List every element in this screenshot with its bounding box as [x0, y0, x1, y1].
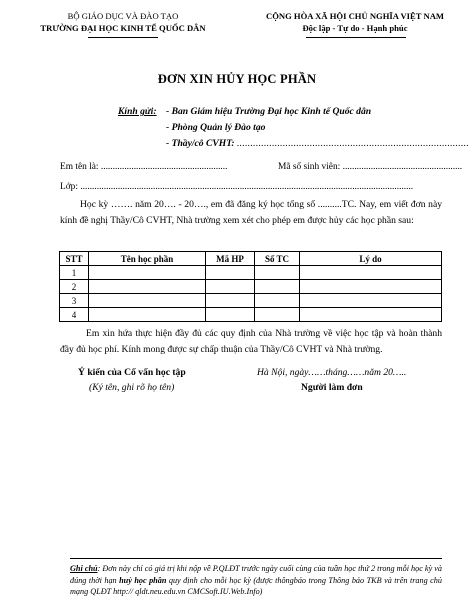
name-field[interactable]: ......................................................	[100, 162, 228, 172]
form-title: ĐƠN XIN HỦY HỌC PHẦN	[157, 72, 317, 86]
table-row	[60, 308, 442, 322]
note-label: Ghi chú	[70, 564, 98, 573]
course-name-cell[interactable]	[89, 308, 206, 322]
row-number: 1	[60, 266, 89, 280]
table-row	[60, 266, 442, 280]
col-credits: Số TC	[255, 252, 300, 266]
name-label: Em tên là:	[60, 162, 99, 172]
reason-cell[interactable]	[300, 266, 442, 280]
note-text: : Đơn này chỉ có giá trị khi nộp về P.QLĐT trước ngày cuối cùng của tuần học thứ 2 trong mỗi học kỳ và đúng thời hạn	[70, 564, 443, 585]
reason-cell[interactable]	[300, 280, 442, 294]
header-right	[242, 10, 468, 34]
class-label: Lớp:	[60, 182, 78, 192]
col-reason: Lý do	[300, 252, 442, 266]
advisor-title: Ý kiến của Cố vấn học tập	[78, 367, 186, 378]
university-name: TRƯỜNG ĐẠI HỌC KINH TẾ QUỐC DÂN	[40, 23, 206, 33]
footer-note	[70, 563, 442, 598]
course-table	[59, 251, 442, 322]
semester-paragraph: Học kỳ ……. năm 20…. - 20…., em đã đăng ký học tổng số ..........TC. Nay, em viết đơn này kính đề nghị Thầy/Cô CVHT, Nhà trường xem xét cho phép em được hủy các học phần sau:	[60, 199, 442, 226]
table-row	[60, 294, 442, 308]
addressee-label: Kính gửi:	[118, 106, 157, 117]
header-left	[8, 10, 238, 34]
class-row	[60, 182, 440, 192]
course-code-cell[interactable]	[206, 266, 255, 280]
course-code-cell[interactable]	[206, 280, 255, 294]
header-left-underline	[88, 37, 158, 38]
course-code-cell[interactable]	[206, 308, 255, 322]
credits-cell[interactable]	[255, 308, 300, 322]
recipient-3: - Thầy/cô CVHT: ......................................................................................	[166, 138, 470, 149]
row-number: 4	[60, 308, 89, 322]
commitment-paragraph: Em xin hứa thực hiện đầy đủ các quy định của Nhà trường về việc học tập và hoàn thành đầy đủ học phí. Kính mong được sự chấp thuận của Thầy/Cô CVHT và Nhà trường.	[60, 328, 442, 355]
student-id-field[interactable]: ...................................................	[342, 162, 463, 172]
reason-cell[interactable]	[300, 294, 442, 308]
date-line: Hà Nội, ngày……tháng……năm 20…..	[257, 367, 407, 378]
col-course-code: Mã HP	[206, 252, 255, 266]
table-header-row	[60, 252, 442, 266]
row-number: 3	[60, 294, 89, 308]
credits-cell[interactable]	[255, 294, 300, 308]
credits-cell[interactable]	[255, 266, 300, 280]
student-id-row	[278, 162, 462, 172]
row-number: 2	[60, 280, 89, 294]
motto: Độc lập - Tự do - Hạnh phúc	[302, 23, 408, 33]
advisor-name-dots[interactable]: ......................................................................................	[236, 138, 470, 149]
reason-cell[interactable]	[300, 308, 442, 322]
course-name-cell[interactable]	[89, 280, 206, 294]
header-right-underline	[306, 37, 406, 38]
country-name: CỘNG HÒA XÃ HỘI CHỦ NGHĨA VIỆT NAM	[265, 11, 445, 21]
col-course-name: Tên học phần	[89, 252, 206, 266]
note-bold-text: huỷ học phần	[119, 575, 167, 585]
course-name-cell[interactable]	[89, 266, 206, 280]
note-text-end: quy định cho mỗi học kỳ (được thôngbáo trong Thông báo TKB và trên trang chủ mạng QLĐT http:// qldt.neu.edu.vn CMCSoft.IU.Web.Info)	[70, 575, 442, 596]
advisor-note: (Ký tên, ghi rõ họ tên)	[89, 382, 175, 393]
note-separator	[70, 558, 442, 559]
name-row	[60, 162, 227, 172]
course-name-cell[interactable]	[89, 294, 206, 308]
applicant-title: Người làm đơn	[301, 382, 363, 393]
table-row	[60, 280, 442, 294]
student-id-label: Mã số sinh viên:	[278, 162, 341, 172]
ministry-name: BỘ GIÁO DỤC VÀ ĐÀO TẠO	[67, 11, 179, 21]
recipient-2: - Phòng Quản lý Đào tạo	[166, 122, 266, 133]
recipient-1: - Ban Giám hiệu Trường Đại học Kinh tế Quốc dân	[166, 106, 372, 117]
col-stt: STT	[60, 252, 89, 266]
course-code-cell[interactable]	[206, 294, 255, 308]
class-field[interactable]: ..............................................................................................................................................	[80, 182, 414, 192]
credits-cell[interactable]	[255, 280, 300, 294]
